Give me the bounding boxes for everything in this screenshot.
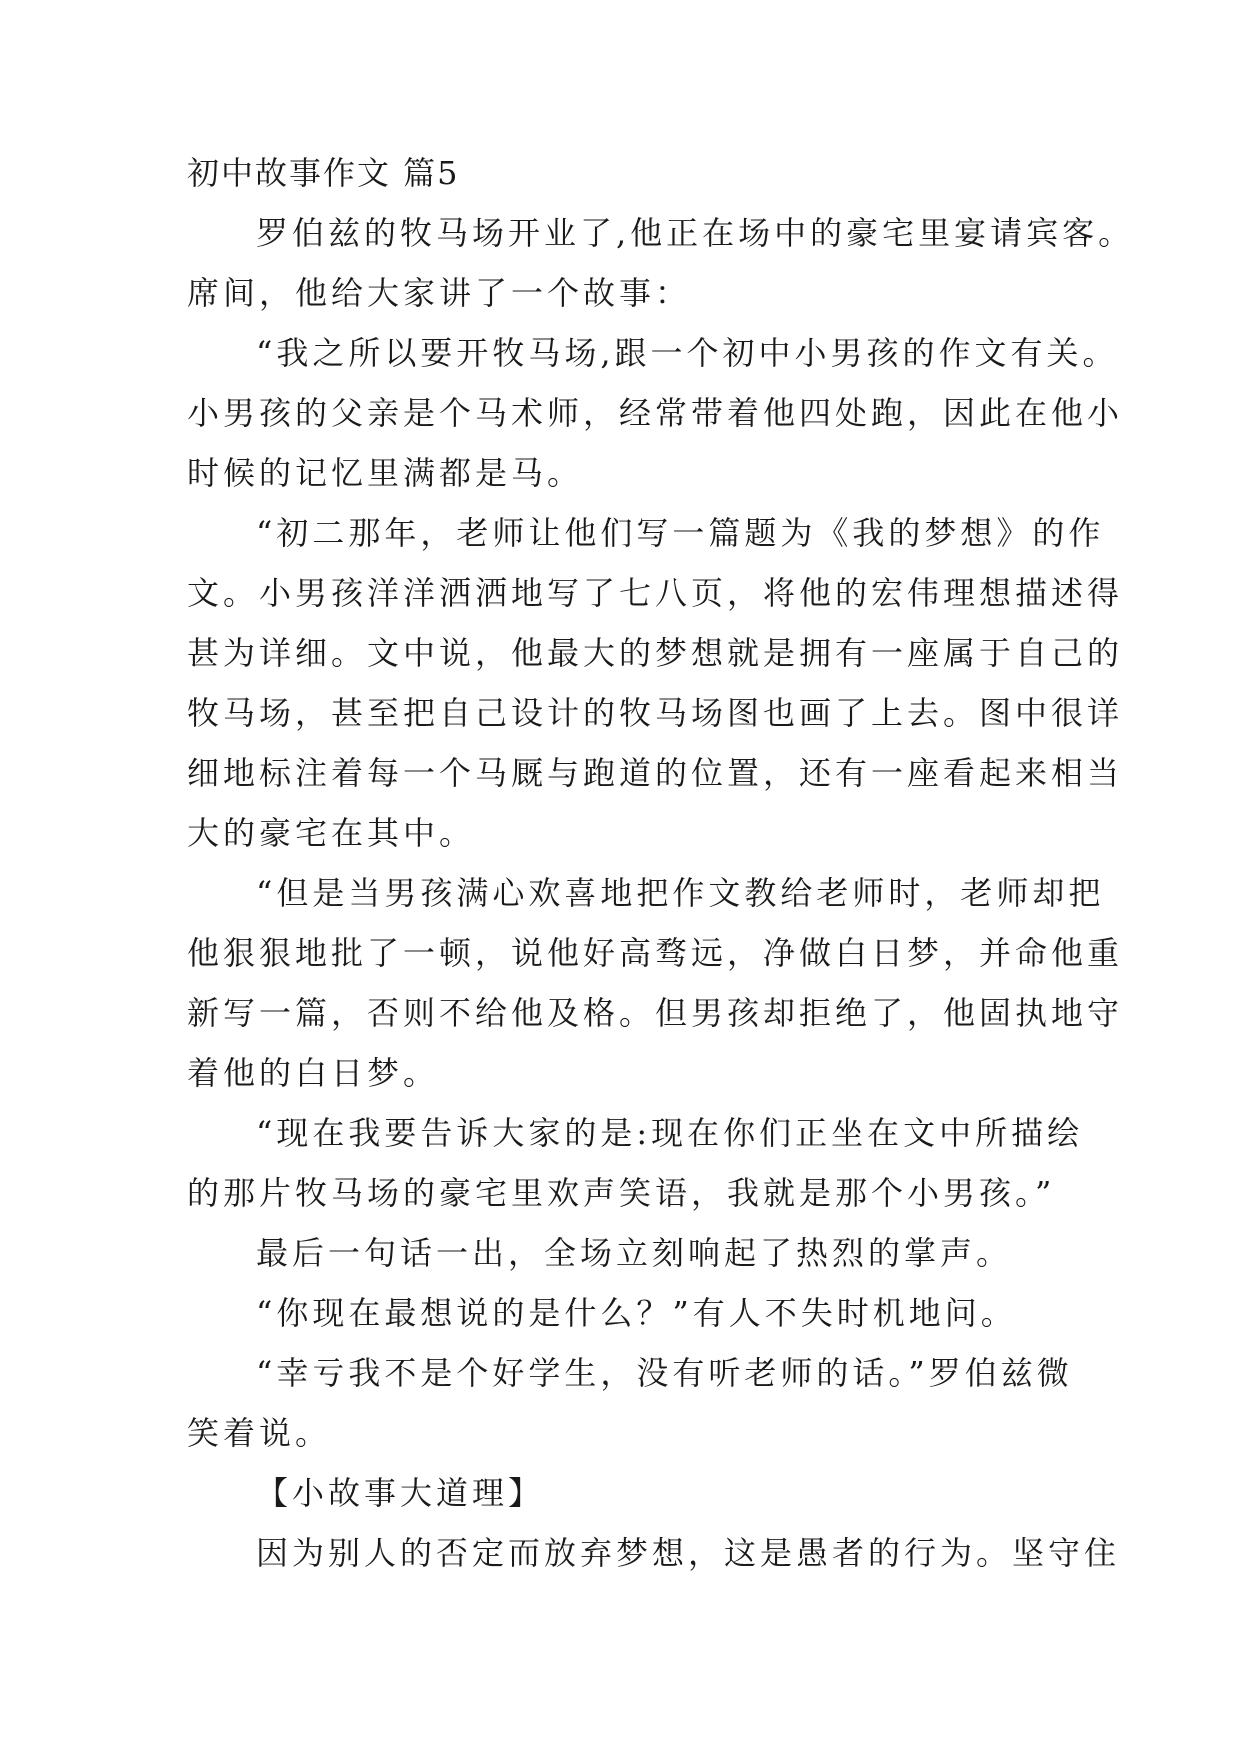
paragraph-line: 牧马场，甚至把自己设计的牧马场图也画了上去。图中很详 bbox=[187, 694, 1124, 732]
paragraph-line: 的那片牧马场的豪宅里欢声笑语，我就是那个小男孩。” bbox=[187, 1174, 1056, 1212]
paragraph-line: “我之所以要开牧马场,跟一个初中小男孩的作文有关。 bbox=[256, 334, 1119, 372]
paragraph-line: “你现在最想说的是什么？”有人不失时机地问。 bbox=[256, 1294, 1017, 1332]
paragraph-line: 甚为详细。文中说，他最大的梦想就是拥有一座属于自己的 bbox=[187, 634, 1124, 672]
essay-title: 初中故事作文 篇5 bbox=[187, 154, 460, 192]
paragraph-line: “幸亏我不是个好学生，没有听老师的话。”罗伯兹微 bbox=[256, 1354, 1073, 1392]
paragraph-line: 文。小男孩洋洋洒洒地写了七八页，将他的宏伟理想描述得 bbox=[187, 574, 1124, 612]
paragraph-line: 时候的记忆里满都是马。 bbox=[187, 454, 584, 492]
paragraph-line: 新写一篇，否则不给他及格。但男孩却拒绝了，他固执地守 bbox=[187, 994, 1124, 1032]
paragraph-line: 着他的白日梦。 bbox=[187, 1054, 440, 1092]
paragraph-line: “现在我要告诉大家的是:现在你们正坐在文中所描绘 bbox=[256, 1114, 1084, 1152]
paragraph-line: “初二那年，老师让他们写一篇题为《我的梦想》的作 bbox=[256, 514, 1105, 552]
paragraph-line: 罗伯兹的牧马场开业了,他正在场中的豪宅里宴请宾客。 bbox=[256, 214, 1135, 252]
section-heading: 【小故事大道理】 bbox=[256, 1474, 545, 1512]
paragraph-line: 细地标注着每一个马厩与跑道的位置，还有一座看起来相当 bbox=[187, 754, 1124, 792]
paragraph-line: 他狠狠地批了一顿，说他好高骛远，净做白日梦，并命他重 bbox=[187, 934, 1124, 972]
paragraph-line: 小男孩的父亲是个马术师，经常带着他四处跑，因此在他小 bbox=[187, 394, 1124, 432]
paragraph-line: 笑着说。 bbox=[187, 1414, 332, 1452]
paragraph-line: 因为别人的否定而放弃梦想，这是愚者的行为。坚守住 bbox=[256, 1534, 1121, 1572]
paragraph-line: “但是当男孩满心欢喜地把作文教给老师时，老师却把 bbox=[256, 874, 1105, 912]
paragraph-line: 席间，他给大家讲了一个故事： bbox=[187, 274, 692, 312]
paragraph-line: 最后一句话一出，全场立刻响起了热烈的掌声。 bbox=[256, 1234, 1013, 1272]
paragraph-line: 大的豪宅在其中。 bbox=[187, 814, 476, 852]
